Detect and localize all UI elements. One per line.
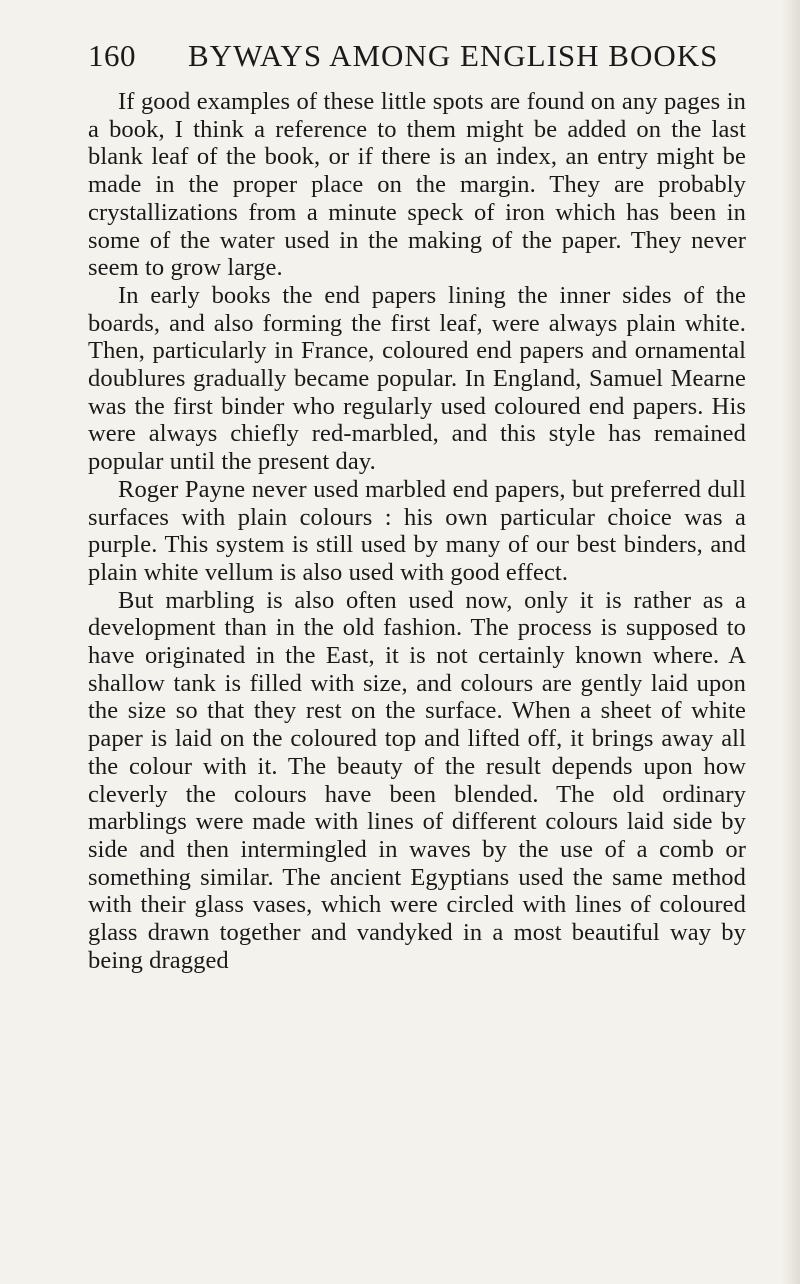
paragraph-4: But marbling is also often used now, only it is rather as a development than in the old fashion. The process is supposed to have originated in the East, it is not certainly known where. A shallow tank is filled with size, and colours are gently laid upon the size so that they rest on the surface. When a sheet of white paper is laid on the coloured top and lifted off, it brings away all the colour with it. The beauty of the result depends upon how cleverly the colours have been blended. The old ordinary marblings were made with lines of different colours laid side by side and then intermingled in waves by the use of a comb or something similar. The ancient Egyptians used the same method with their glass vases, which were circled with lines of coloured glass drawn together and vandyked in a most beautiful way by being dragged <box>88 586 746 974</box>
page-edge-shadow <box>782 0 800 1284</box>
paragraph-3: Roger Payne never used marbled end papers, but preferred dull surfaces with plain colours : his own particular choice was a purple. This system is still used by many of our best binders, and plain white vellum is also used with good effect. <box>88 475 746 586</box>
running-title: BYWAYS AMONG ENGLISH BOOKS <box>188 38 719 73</box>
page-number: 160 <box>88 38 136 73</box>
page-header <box>88 38 748 74</box>
paragraph-2: In early books the end papers lining the inner sides of the boards, and also forming the first leaf, were always plain white. Then, particularly in France, coloured end papers and ornamental doublures gradually became popular. In England, Samuel Mearne was the first binder who regularly used coloured end papers. His were always chiefly red-marbled, and this style has remained popular until the present day. <box>88 281 746 476</box>
body-text <box>88 88 746 975</box>
paragraph-1: If good examples of these little spots are found on any pages in a book, I think a reference to them might be added on the last blank leaf of the book, or if there is an index, an entry might be made in the proper place on the margin. They are probably crystallizations from a minute speck of iron which has been in some of the water used in the making of the paper. They never seem to grow large. <box>88 88 746 282</box>
